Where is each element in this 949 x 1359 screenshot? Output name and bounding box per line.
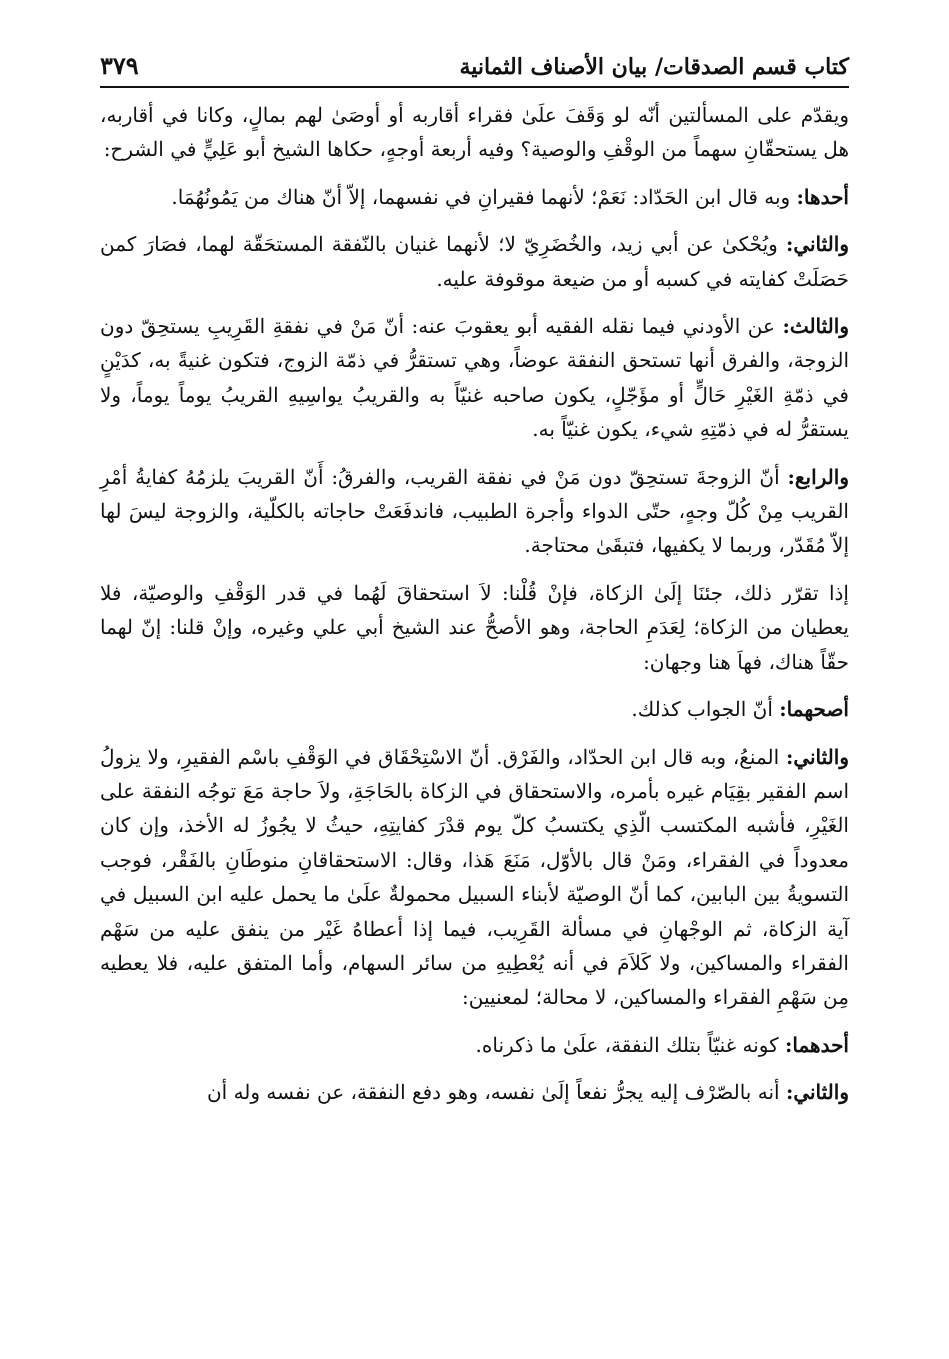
running-header	[100, 36, 849, 80]
paragraph-lead: أحدهما:	[784, 1032, 849, 1057]
paragraph-lead: والثاني:	[785, 1080, 849, 1105]
paragraph-lead: والثاني:	[785, 744, 849, 769]
paragraph-lead: أصحهما:	[779, 697, 849, 722]
paragraph-lead: والثالث:	[782, 314, 849, 339]
paragraph	[100, 309, 849, 447]
body-text	[100, 98, 849, 1123]
paragraph	[100, 740, 849, 1015]
paragraph-text: أنّ الزوجةَ تستحِقّ دون مَنْ في نفقة القريب، والفرقُ: أَنّ القريبَ يلزمُهُ كفايةُ أمْرِ القريب مِنْ كُلّ وجهٍ، حتّى الدواء وأجرة الطبيب، فاندفَعَتْ حاجاته بالكلّية، والزوجة ليسَ لها إلاّ مُقَدّر، وربما لا يكفيها، فتبقَىٰ محتاجة.	[100, 464, 849, 558]
header-rule	[100, 86, 849, 88]
paragraph-text: عن الأودني فيما نقله الفقيه أبو يعقوبَ عنه: أنّ مَنْ في نفقةِ القَرِيبِ يستحِقّ دون الزوجة، والفرق أنها تستحق النفقة عوضاً، وهي تستقرُّ في ذمّة الزوج، فتكون غنيةً به، كدَيْنٍ في ذمّةِ الغَيْرِ حَالٍّ أو مؤَجّلٍ، يكون صاحبه غنيّاً به والقريبُ يواسِيهِ القريبُ يوماً يوماً، ولا يستقرُّ له في ذمّتِهِ شيء، يكون غنيّاً به.	[100, 314, 849, 442]
paragraph-lead: أحدها:	[796, 184, 849, 209]
paragraph-text: ويُحْكىٰ عن أبي زيد، والخُضَرِيّ لا؛ لأنهما غنيان بالنّفقة المستحَقّة لهما، فصَارَ كمن حَصَلَتْ كفايته في كسبه أو من ضيعة موقوفة عليه.	[100, 232, 849, 291]
paragraph-text: كونه غنيّاً بتلك النفقة، علَىٰ ما ذكرناه.	[475, 1032, 785, 1057]
paragraph	[100, 227, 849, 296]
paragraph-text: أنّ الجواب كذلك.	[631, 697, 780, 722]
paragraph-text: إذا تقرّر ذلك، جئنَا إلَىٰ الزكاة، فإنْ قُلْنا: لاَ استحقاقَ لَهُما في قدر الوَقْفِ والوصيّة، فلا يعطيان من الزكاة؛ لِعَدَمِ الحاجة، وهو الأصحُّ عند الشيخ أبي علي وغيره، وإنْ قلنا: إنّ لهما حقّاً هناك، فهاَ هنا وجهان:	[100, 580, 849, 674]
paragraph	[100, 576, 849, 679]
paragraph	[100, 1028, 849, 1062]
paragraph-text: ويقدّم على المسألتين أنّه لو وَقَفَ علَىٰ فقراء أقاربه أو أوصَىٰ لهم بمالٍ، وكانا في أقاربه، هل يستحقّانِ سهماً من الوقْفِ والوصية؟ وفيه أربعة أوجهٍ، حكاها الشيخ أبو عَلِيٍّ في الشرح:	[100, 103, 849, 162]
paragraph-lead: والثاني:	[785, 232, 849, 257]
paragraph-text: وبه قال ابن الحَدّاد: نَعَمْ؛ لأنهما فقيرانِ في نفسهما، إلاّ أنّ هناك من يَمُونُهُمَا.	[171, 184, 797, 209]
page-number: ٣٧٩	[100, 51, 139, 80]
paragraph	[100, 180, 849, 214]
paragraph	[100, 98, 849, 167]
paragraph-lead: والرابع:	[787, 464, 849, 489]
header-title: كتاب قسم الصدقات/ بيان الأصناف الثمانية	[459, 54, 849, 80]
paragraph	[100, 692, 849, 726]
paragraph-text: المنعُ، وبه قال ابن الحدّاد، والفَرْق. أنّ الاسْتِحْقَاق في الوَقْفِ باسْم الفقيرِ، ولا يزولُ اسم الفقير بقِيَام غيره بأمره، والاستحقاق في الزكاة بالحَاجَةِ، ولاَ حاجة مَعَ توجُه النفقة على الغَيْرِ، فأشبه المكتسب الّذِي يكتسبُ كلّ يوم قدْرَ كفايتِهِ، حيثُ لا يجُوزُ له الأخذ، وإن كان معدوداً في الفقراء، ومَنْ قال بالأوّل، مَنَعَ هَذا، وقال: الاستحقاقانِ منوطَانِ بالفَقْر، فوجب التسويةُ بين البابين، كما أنّ الوصيّة لأبناء السبيل محمولةٌ علَىٰ ما يحمل عليه ابن السبيل في آية الزكاة، ثم الوجْهانِ في مسألة القَرِيب، فيما إذا أعطاهُ غَيْر من ينفق عليه من سَهْم الفقراء والمساكين، ولا كَلاَمَ في أنه يُعْطِيهِ من سائر السهام، وأما المتفق عليه، فلا يعطيه مِن سَهْمِ الفقراء والمساكين، لا محالة؛ لمعنيين:	[100, 744, 850, 1010]
paragraph	[100, 460, 849, 563]
paragraph	[100, 1075, 849, 1109]
paragraph-text: أنه بالصّرْف إليه يجرُّ نفعاً إلَىٰ نفسه، وهو دفع النفقة، عن نفسه وله أن	[206, 1080, 786, 1105]
